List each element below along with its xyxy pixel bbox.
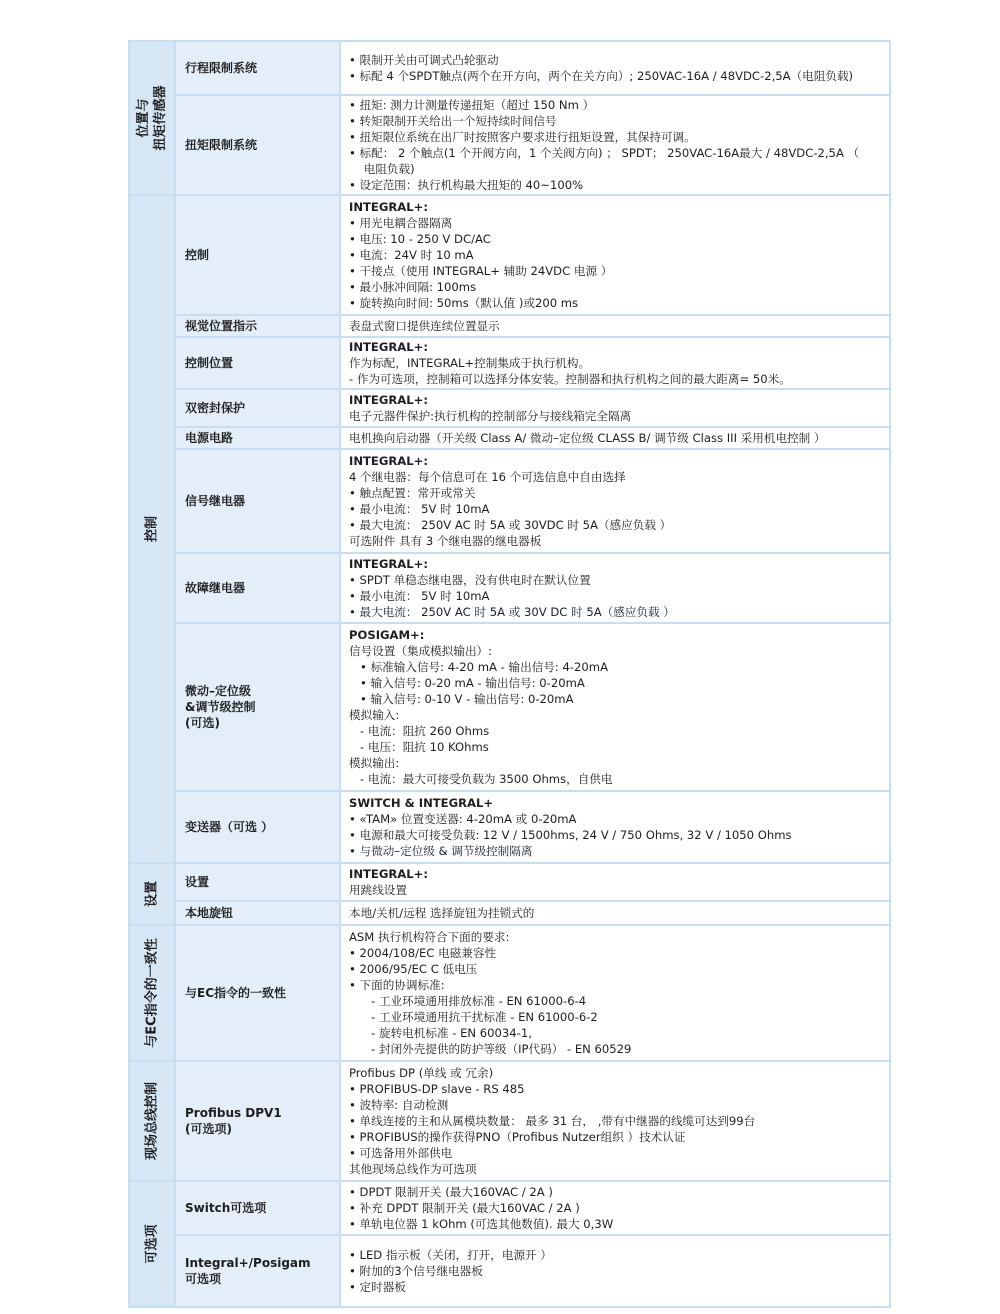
group-header: [130, 864, 176, 924]
spec-content-line: • 可选备用外部供电: [349, 1146, 453, 1160]
spec-content-line: 电机换向启动器（开关级 Class A/ 微动–定位级 CLASS B/ 调节级 Class III 采用机电控制 ）: [349, 431, 826, 445]
spec-row: [176, 1182, 889, 1236]
spec-content: [341, 1236, 889, 1306]
spec-content-line: 表盘式窗口提供连续位置显示: [349, 319, 500, 333]
spec-label: [176, 196, 341, 314]
group-title: [135, 85, 169, 150]
spec-label: [176, 316, 341, 336]
spec-label-line: 控制: [185, 248, 210, 262]
spec-label-line: (可选): [185, 716, 220, 730]
spec-label-line: 本地旋钮: [185, 906, 234, 920]
spec-content-line: - 工业环境通用排放标准 - EN 61000-6-4: [349, 994, 587, 1008]
spec-label-line: Integral+/Posigam: [185, 1256, 311, 1270]
spec-content-heading: INTEGRAL+:: [349, 454, 428, 468]
spec-content-line: • 扭矩限位系统在出厂时按照客户要求进行扭矩设置，其保持可调。: [349, 130, 696, 144]
group-rows: [176, 864, 889, 924]
group-title: [144, 516, 161, 542]
group-header: [130, 1182, 176, 1306]
spec-row: [176, 926, 889, 1060]
spec-content-line: - 旋转电机标准 - EN 60034-1,: [349, 1026, 532, 1040]
spec-content-line: • 电流：24V 时 10 mA: [349, 248, 474, 262]
spec-row: [176, 390, 889, 428]
spec-label-line: Switch可选项: [185, 1201, 267, 1215]
spec-content: [341, 42, 889, 94]
spec-label-line: (可选项): [185, 1122, 232, 1136]
spec-table: [128, 40, 891, 1308]
spec-group: [130, 42, 889, 196]
spec-content-line: • 单轨电位器 1 kOhm (可选其他数值). 最大 0,3W: [349, 1217, 614, 1231]
spec-content-line: • 电源和最大可接受负载: 12 V / 1500hms, 24 V / 750 Ohms, 32 V / 1050 Ohms: [349, 828, 792, 842]
spec-row: [176, 316, 889, 338]
spec-label-line: 微动–定位级: [185, 684, 252, 698]
spec-row: [176, 96, 889, 194]
spec-content-heading: INTEGRAL+:: [349, 393, 428, 407]
spec-content-line: 作为标配，INTEGRAL+控制集成于执行机构。: [349, 356, 591, 370]
spec-label: [176, 926, 341, 1060]
spec-content-line: • 最小电流： 5V 时 10mA: [349, 589, 490, 603]
spec-content-line: • 标准输入信号: 4-20 mA - 输出信号: 4-20mA: [349, 660, 609, 674]
spec-content-heading: POSIGAM+:: [349, 628, 425, 642]
spec-content-line: Profibus DP (单线 或 冗余): [349, 1066, 494, 1080]
spec-label-line: 视觉位置指示: [185, 319, 258, 333]
spec-content-line: - 电流：阻抗 260 Ohms: [349, 724, 490, 738]
spec-row: [176, 554, 889, 624]
spec-content-line: • 转矩限制开关给出一个短持续时间信号: [349, 114, 557, 128]
spec-content-line: • 定时器板: [349, 1280, 406, 1294]
spec-row: [176, 864, 889, 902]
spec-content-heading: INTEGRAL+:: [349, 557, 428, 571]
spec-content-line: 可选附件 具有 3 个继电器的继电器板: [349, 534, 542, 548]
spec-content-line: • 输入信号: 0-20 mA - 输出信号: 0-20mA: [349, 676, 585, 690]
spec-group: [130, 864, 889, 926]
spec-content-line: • PROFIBUS-DP slave - RS 485: [349, 1082, 525, 1096]
group-title-line: 扭矩传感器: [153, 85, 168, 151]
spec-content-line: • 2006/95/EC C 低电压: [349, 962, 478, 976]
group-title-line: 位置与: [136, 98, 151, 138]
spec-label: [176, 1236, 341, 1306]
group-header: [130, 926, 176, 1060]
spec-content-line: • 最大电流： 250V AC 时 5A 或 30VDC 时 5A（感应负载 ）: [349, 518, 672, 532]
spec-content-line: - 电流：最大可接受负载为 3500 Ohms，自供电: [349, 772, 613, 786]
spec-content-line: • DPDT 限制开关 (最大160VAC / 2A ): [349, 1185, 553, 1199]
spec-content-heading: SWITCH & INTEGRAL+: [349, 796, 494, 810]
spec-label: [176, 390, 341, 426]
spec-label: [176, 554, 341, 622]
spec-content: [341, 926, 889, 1060]
spec-label-line: 故障继电器: [185, 581, 246, 595]
spec-content-line: ASM 执行机构符合下面的要求:: [349, 930, 510, 944]
spec-row: [176, 1062, 889, 1180]
spec-content-line: - 作为可选项，控制箱可以选择分体安装。控制器和执行机构之间的最大距离= 50米。: [349, 372, 791, 386]
group-rows: [176, 42, 889, 194]
spec-row: [176, 450, 889, 554]
spec-content: [341, 864, 889, 900]
group-header: [130, 1062, 176, 1180]
spec-row: [176, 338, 889, 390]
spec-content-line: • 标配 4 个SPDT触点(两个在开方向，两个在关方向）; 250VAC-16A / 48VDC-2,5A（电阻负载): [349, 69, 854, 83]
group-header: [130, 42, 176, 194]
spec-content-line: • PROFIBUS的操作获得PNO（Profibus Nutzer组织 ）技术认证: [349, 1130, 686, 1144]
group-title: [144, 881, 161, 907]
spec-row: [176, 902, 889, 924]
spec-label-line: 控制位置: [185, 356, 234, 370]
spec-content-line: • 下面的协调标准:: [349, 978, 445, 992]
spec-content: [341, 1062, 889, 1180]
spec-content-line: • LED 指示板（关闭，打开，电源开 ）: [349, 1248, 552, 1262]
spec-content-line: - 工业环境通用抗干扰标准 - EN 61000-6-2: [349, 1010, 598, 1024]
spec-label-line: 电源电路: [185, 431, 234, 445]
spec-label-line: 扭矩限制系统: [185, 138, 258, 152]
spec-content-line: • 单线连接的主和从属模块数量： 最多 31 台， ,带有中继器的线缆可达到99台: [349, 1114, 756, 1128]
spec-content-line: • 干接点（使用 INTEGRAL+ 辅助 24VDC 电源 ）: [349, 264, 613, 278]
spec-content: [341, 96, 889, 194]
group-header: [130, 196, 176, 862]
group-title-line: 控制: [144, 515, 160, 543]
spec-content-line: 电子元器件保护:执行机构的控制部分与接线箱完全隔离: [349, 409, 632, 423]
spec-content-line: - 封闭外壳提供的防护等级（IP代码） - EN 60529: [349, 1042, 632, 1056]
spec-label: [176, 428, 341, 448]
spec-content-line: • 补充 DPDT 限制开关 (最大160VAC / 2A ): [349, 1201, 580, 1215]
spec-content: [341, 450, 889, 552]
spec-content-line: • 2004/108/EC 电磁兼容性: [349, 946, 497, 960]
spec-content-line: • 最小脉冲间隔: 100ms: [349, 280, 477, 294]
spec-content-line: 信号设置（集成模拟输出）:: [349, 644, 493, 658]
spec-content-line: • 触点配置：常开或常关: [349, 486, 476, 500]
spec-label: [176, 450, 341, 552]
spec-label: [176, 338, 341, 388]
spec-content-line: • 最大电流： 250V AC 时 5A 或 30V DC 时 5A（感应负载 ）: [349, 605, 675, 619]
spec-row: [176, 1236, 889, 1306]
spec-content: [341, 428, 889, 448]
spec-label-line: &调节级控制: [185, 700, 256, 714]
group-rows: [176, 196, 889, 862]
spec-content-line: • 输入信号: 0-10 V - 输出信号: 0-20mA: [349, 692, 574, 706]
spec-content-line: 模拟输入:: [349, 708, 400, 722]
spec-content-heading: INTEGRAL+:: [349, 200, 428, 214]
spec-label-line: 可选项: [185, 1272, 222, 1286]
spec-label-line: 信号继电器: [185, 494, 246, 508]
spec-content-line: 模拟输出:: [349, 756, 400, 770]
spec-label: [176, 624, 341, 790]
spec-content: [341, 902, 889, 924]
group-rows: [176, 1062, 889, 1180]
spec-content-line: - 电压：阻抗 10 KOhms: [349, 740, 489, 754]
spec-content-line: • 设定范围：执行机构最大扭矩的 40~100%: [349, 178, 584, 192]
spec-row: [176, 792, 889, 862]
spec-row: [176, 624, 889, 792]
group-title-line: 可选项: [144, 1224, 160, 1264]
spec-content: [341, 624, 889, 790]
group-title: [144, 1224, 161, 1263]
spec-label-line: 与EC指令的一致性: [185, 986, 287, 1000]
spec-label: [176, 1182, 341, 1234]
spec-row: [176, 42, 889, 96]
spec-content-heading: INTEGRAL+:: [349, 340, 428, 354]
spec-label: [176, 42, 341, 94]
spec-group: [130, 1062, 889, 1182]
spec-content-line: 4 个继电器：每个信息可在 16 个可选信息中自由选择: [349, 470, 626, 484]
spec-label: [176, 1062, 341, 1180]
spec-row: [176, 428, 889, 450]
group-rows: [176, 1182, 889, 1306]
spec-content: [341, 316, 889, 336]
spec-content: [341, 338, 889, 388]
spec-group: [130, 926, 889, 1062]
spec-content-line: • 旋转换向时间: 50ms（默认值 )或200 ms: [349, 296, 579, 310]
group-rows: [176, 926, 889, 1060]
spec-label-line: 设置: [185, 875, 210, 889]
spec-label-line: Profibus DPV1: [185, 1106, 282, 1120]
group-title-line: 与EC指令的一致性: [144, 938, 160, 1048]
spec-group: [130, 196, 889, 864]
spec-content-line: • 用光电耦合器隔离: [349, 216, 453, 230]
spec-content-line: 本地/关机/远程 选择旋钮为挂锁式的: [349, 906, 535, 920]
spec-content-line: • 电压: 10 - 250 V DC/AC: [349, 232, 491, 246]
spec-label-line: 变送器（可选 ）: [185, 820, 274, 834]
spec-content-line: • 波特率: 自动检测: [349, 1098, 449, 1112]
spec-group: [130, 1182, 889, 1306]
spec-content-heading: INTEGRAL+:: [349, 867, 428, 881]
spec-content-line: 其他现场总线作为可选项: [349, 1162, 477, 1176]
group-title-line: 现场总线控制: [144, 1081, 160, 1161]
spec-content-line: • 与微动–定位级 & 调节级控制隔离: [349, 844, 533, 858]
spec-content: [341, 792, 889, 862]
spec-content: [341, 196, 889, 314]
spec-content-line: • 附加的3个信号继电器板: [349, 1264, 483, 1278]
spec-content-line: • 限制开关由可调式凸轮驱动: [349, 53, 499, 67]
group-title: [144, 1082, 161, 1160]
spec-label-line: 双密封保护: [185, 401, 246, 415]
spec-content-line: • «TAM» 位置变送器: 4-20mA 或 0-20mA: [349, 812, 577, 826]
spec-content: [341, 1182, 889, 1234]
spec-label: [176, 864, 341, 900]
group-title: [144, 938, 161, 1047]
spec-label: [176, 902, 341, 924]
spec-content-line: 电阻负载): [349, 162, 415, 176]
group-title-line: 设置: [144, 880, 160, 908]
spec-content: [341, 390, 889, 426]
spec-label: [176, 792, 341, 862]
spec-content-line: • 标配： 2 个触点(1 个开阀方向，1 个关阀方向) ； SPDT； 250VAC-16A最大 / 48VDC-2,5A （: [349, 146, 860, 160]
spec-content-line: • SPDT 单稳态继电器，没有供电时在默认位置: [349, 573, 591, 587]
spec-content-line: 用跳线设置: [349, 883, 407, 897]
spec-content-line: • 扭矩: 测力计测量传递扭矩（超过 150 Nm ）: [349, 98, 595, 112]
spec-label: [176, 96, 341, 194]
spec-label-line: 行程限制系统: [185, 61, 258, 75]
spec-row: [176, 196, 889, 316]
spec-content-line: • 最小电流： 5V 时 10mA: [349, 502, 490, 516]
spec-content: [341, 554, 889, 622]
